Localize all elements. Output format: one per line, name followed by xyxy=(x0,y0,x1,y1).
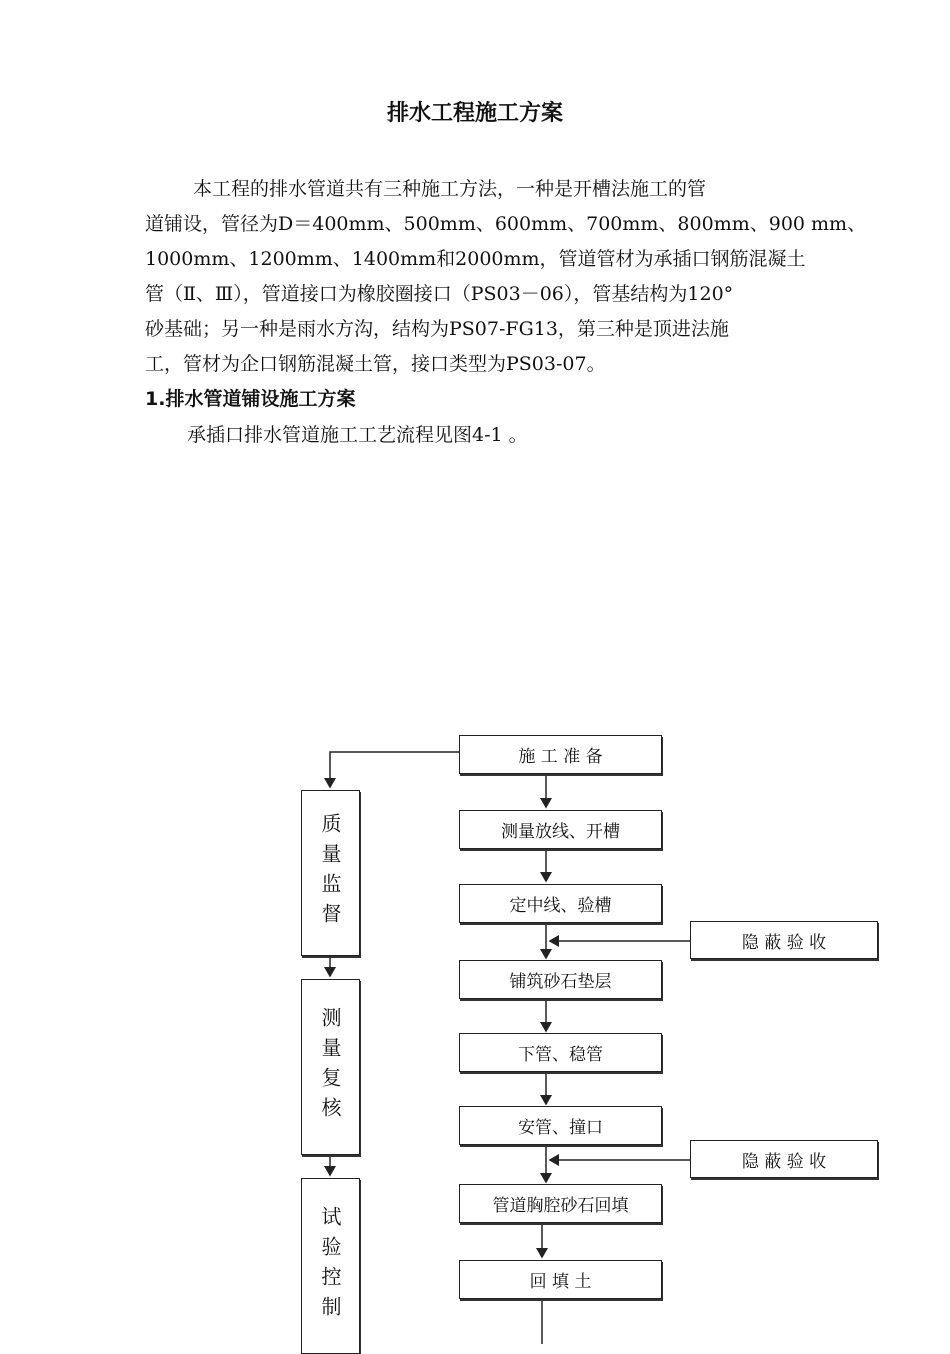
intro-line-2: 道铺设，管径为D＝400mm、500mm、600mm、700mm、800mm、900 mm、 xyxy=(145,213,867,235)
page-title: 排水工程施工方案 xyxy=(386,101,563,126)
intro-line-5: 砂基础；另一种是雨水方沟，结构为PS07-FG13，第三种是顶进法施 xyxy=(145,318,729,340)
flow-step-haunch-backfill: 管道胸腔砂石回填 xyxy=(459,1184,662,1223)
flow-step-lower-pipe: 下管、稳管 xyxy=(459,1033,662,1072)
intro-line-1: 本工程的排水管道共有三种施工方法，一种是开槽法施工的管 xyxy=(193,178,707,200)
intro-line-3: 1000mm、1200mm、1400mm和2000mm，管道管材为承插口钢筋混凝土 xyxy=(145,248,806,270)
flow-step-survey-trench: 测量放线、开槽 xyxy=(459,810,662,849)
intro-line-4: 管（Ⅱ、Ⅲ），管道接口为橡胶圈接口（PS03－06），管基结构为120° xyxy=(145,283,734,305)
flow-step-centerline-inspect: 定中线、验槽 xyxy=(459,884,662,923)
hidden-acceptance-box-2: 隐 蔽 验 收 xyxy=(690,1140,878,1178)
quality-supervision-box: 质量监督 xyxy=(301,790,360,956)
hidden-acceptance-box-1: 隐 蔽 验 收 xyxy=(690,921,878,959)
test-control-box: 试验控制 xyxy=(301,1178,360,1354)
flow-step-install-joint: 安管、撞口 xyxy=(459,1106,662,1145)
flow-step-backfill: 回 填 土 xyxy=(459,1260,662,1299)
section-heading: 1.排水管道铺设施工方案 xyxy=(145,388,356,410)
flow-step-preparation: 施 工 准 备 xyxy=(459,735,662,774)
flow-step-sand-bedding: 铺筑砂石垫层 xyxy=(459,960,662,999)
section-line: 承插口排水管道施工工艺流程见图4-1 。 xyxy=(187,424,528,446)
survey-recheck-box: 测量复核 xyxy=(301,979,360,1155)
intro-line-6: 工，管材为企口钢筋混凝土管，接口类型为PS03-07。 xyxy=(145,353,606,375)
